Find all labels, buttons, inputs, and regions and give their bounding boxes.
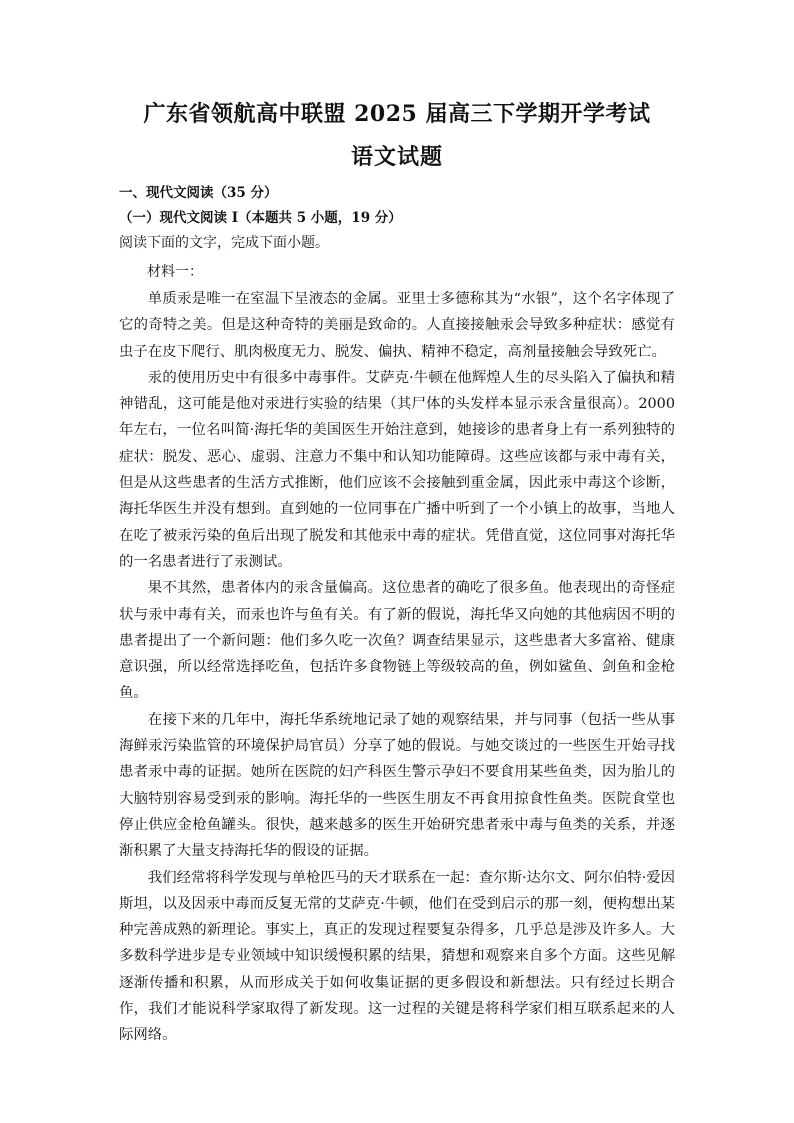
exam-subject-title: 语文试题 bbox=[350, 144, 443, 170]
passage-paragraph-5: 我们经常将科学发现与单枪匹马的天才联系在一起：查尔斯·达尔文、阿尔伯特·爱因斯坦，以及因汞中毒而反复无常的艾萨克·牛顿，他们在受到启示的那一刻，便构想出某种完善成熟的新理论。事实上，真正的发现过程要复杂得多，几乎总是涉及许多人。大多数科学进步是专业领域中知识缓慢积累的结果，猜想和观察来自多个方面。这些见解逐渐传播和积累，从而形成关于如何收集证据的更多假设和新想法。只有经过长期合作，我们才能说科学家取得了新发现。这一过程的关键是将科学家们相互联系起来的人际网络。 bbox=[119, 869, 676, 1044]
passage-paragraph-2: 汞的使用历史中有很多中毒事件。艾萨克·牛顿在他辉煌人生的尽头陷入了偏执和精神错乱，这可能是他对汞进行实验的结果（其尸体的头发样本显示汞含量很高）。2000 年左右，一位名叫简·海托华的美国医生开始注意到，她接诊的患者身上有一系列独特的症状：脱发、恶心、虚弱、注意力不集中和认知功能障碍。这些应该都与汞中毒有关，但是从这些患者的生活方式推断，他们应该不会接触到重金属，因此汞中毒这个诊断，海托华医生并没有想到。直到她的一位同事在广播中听到了一个小镇上的故事，当地人在吃了被汞污染的鱼后出现了脱发和其他汞中毒的症状。凭借直觉，这位同事对海托华的一名患者进行了汞测试。 bbox=[119, 369, 675, 570]
reading-passage bbox=[119, 286, 675, 1049]
exam-title: 广东省领航高中联盟 2025 届高三下学期开学考试 bbox=[143, 101, 651, 127]
passage-paragraph-1: 单质汞是唯一在室温下呈液态的金属。亚里士多德称其为“水银”，这个名字体现了它的奇特之美。但是这种奇特的美丽是致命的。人直接接触汞会导致多种症状：感觉有虫子在皮下爬行、肌肉极度无力、脱发、偏执、精神不稳定，高剂量接触会导致死亡。 bbox=[119, 291, 675, 360]
section-heading: 一、现代文阅读（35 分） bbox=[119, 185, 278, 201]
material-label: 材料一： bbox=[147, 264, 203, 280]
passage-paragraph-3: 果不其然，患者体内的汞含量偏高。这位患者的确吃了很多鱼。他表现出的奇怪症状与汞中毒有关，而汞也许与鱼有关。有了新的假说，海托华又向她的其他病因不明的患者提出了一个新问题：他们多久吃一次鱼？调查结果显示，这些患者大多富裕、健康意识强，所以经常选择吃鱼，包括许多食物链上等级较高的鱼，例如鲨鱼、剑鱼和金枪鱼。 bbox=[119, 580, 675, 702]
passage-paragraph-4: 在接下来的几年中，海托华系统地记录了她的观察结果，并与同事（包括一些从事海鲜汞污染监管的环境保护局官员）分享了她的假说。与她交谈过的一些医生开始寻找患者汞中毒的证据。她所在医院的妇产科医生警示孕妇不要食用某些鱼类，因为胎儿的大脑特别容易受到汞的影响。海托华的一些医生朋友不再食用掠食性鱼类。医院食堂也停止供应金枪鱼罐头。很快，越来越多的医生开始研究患者汞中毒与鱼类的关系，并逐渐积累了大量支持海托华的假设的证据。 bbox=[119, 711, 675, 860]
reading-instruction: 阅读下面的文字，完成下面小题。 bbox=[119, 235, 329, 251]
subsection-heading: （一）现代文阅读 I（本题共 5 小题，19 分） bbox=[119, 210, 402, 226]
